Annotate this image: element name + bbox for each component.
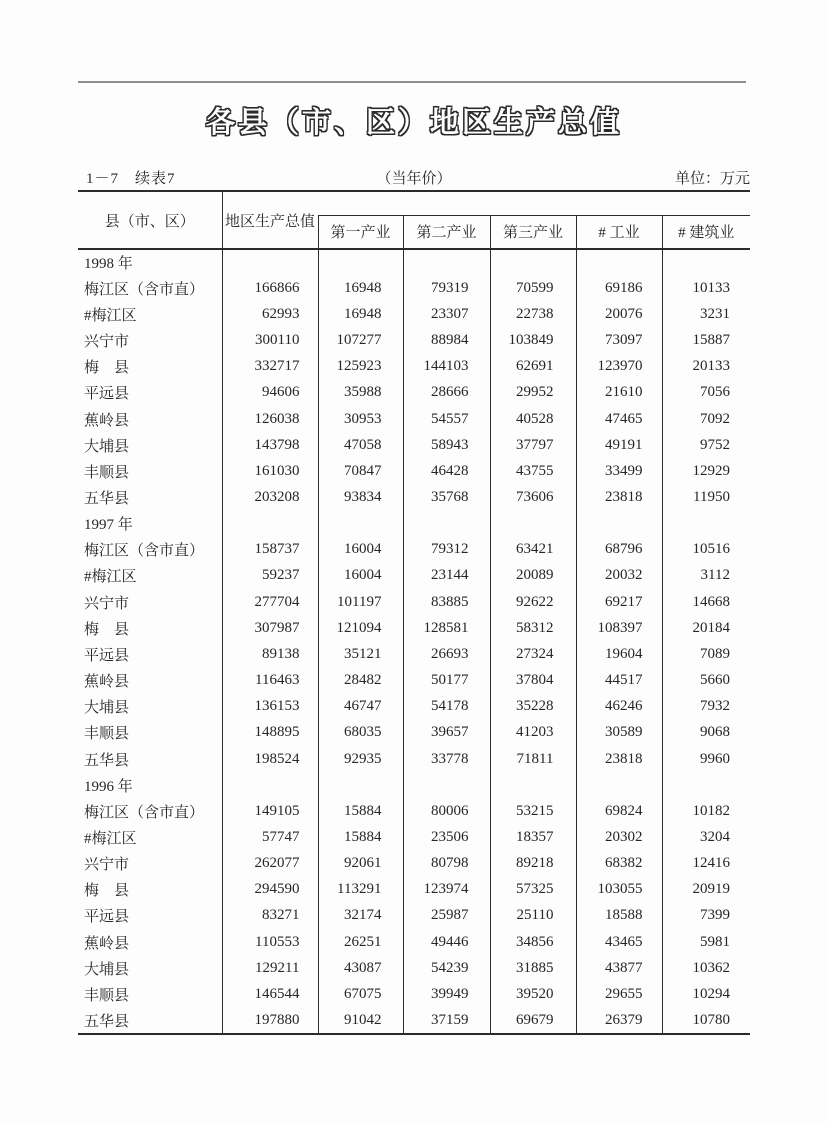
value-cell: 28482 [318,668,403,694]
empty-cell [403,511,490,537]
col-header-construction: # 建筑业 [662,215,750,249]
value-cell: 9960 [662,746,750,772]
value-cell: 136153 [222,694,318,720]
county-name-cell: 梅江区（含市直） [84,543,205,560]
county-name-cell: 蕉岭县 [84,412,130,429]
table-row [78,955,750,981]
value-cell: 88984 [403,327,490,353]
value-cell: 10780 [662,1008,750,1034]
gdp-table [78,190,750,1035]
value-cell: 34856 [490,929,576,955]
value-cell: 332717 [222,354,318,380]
value-cell: 43755 [490,458,576,484]
value-cell: 70847 [318,458,403,484]
value-cell: 103849 [490,327,576,353]
value-cell: 35768 [403,484,490,510]
value-cell: 12929 [662,458,750,484]
table-row [78,824,750,850]
value-cell: 35228 [490,694,576,720]
table-row [78,929,750,955]
county-name-cell: 丰顺县 [84,464,130,481]
value-cell: 70599 [490,275,576,301]
value-cell: 89218 [490,851,576,877]
value-cell: 83885 [403,589,490,615]
value-cell: 23506 [403,824,490,850]
value-cell: 20089 [490,563,576,589]
county-name-cell: 兴宁市 [84,334,130,351]
county-name-cell: #梅江区 [84,831,137,848]
county-name-cell: 五华县 [84,1013,130,1030]
county-name-cell: 梅 县 [84,621,130,638]
value-cell: 68382 [576,851,662,877]
value-cell: 91042 [318,1008,403,1034]
value-cell: 203208 [222,484,318,510]
value-cell: 21610 [576,380,662,406]
value-cell: 108397 [576,615,662,641]
table-row [78,641,750,667]
value-cell: 94606 [222,380,318,406]
value-cell: 20076 [576,301,662,327]
value-cell: 126038 [222,406,318,432]
value-cell: 68035 [318,720,403,746]
value-cell: 166866 [222,275,318,301]
value-cell: 10362 [662,955,750,981]
county-name-cell: 丰顺县 [84,987,130,1004]
value-cell: 16004 [318,563,403,589]
value-cell: 49446 [403,929,490,955]
value-cell: 277704 [222,589,318,615]
value-cell: 44517 [576,668,662,694]
value-cell: 69217 [576,589,662,615]
county-name-cell: 梅 县 [84,883,130,900]
county-name-cell: 兴宁市 [84,857,130,874]
value-cell: 37797 [490,432,576,458]
table-row [78,275,750,301]
value-cell: 7399 [662,903,750,929]
value-cell: 25987 [403,903,490,929]
value-cell: 16948 [318,275,403,301]
empty-cell [576,511,662,537]
value-cell: 198524 [222,746,318,772]
page-title: 各县（市、区）地区生产总值 [205,107,622,139]
value-cell: 58312 [490,615,576,641]
value-cell: 3231 [662,301,750,327]
value-cell: 11950 [662,484,750,510]
col-header-tertiary-industry: 第三产业 [490,215,576,249]
table-row [78,1008,750,1034]
value-cell: 113291 [318,877,403,903]
county-name-cell: 梅 县 [84,360,130,377]
county-name-cell: 兴宁市 [84,595,130,612]
value-cell: 20133 [662,354,750,380]
value-cell: 26379 [576,1008,662,1034]
value-cell: 3204 [662,824,750,850]
value-cell: 30589 [576,720,662,746]
value-cell: 28666 [403,380,490,406]
value-cell: 18357 [490,824,576,850]
year-label: 1996 年 [84,778,133,795]
col-header-primary-industry: 第一产业 [318,215,403,249]
value-cell: 37159 [403,1008,490,1034]
table-row [78,380,750,406]
value-cell: 161030 [222,458,318,484]
county-name-cell: 平远县 [84,386,130,403]
county-name-cell: 大埔县 [84,700,130,717]
value-cell: 69679 [490,1008,576,1034]
county-name-cell: #梅江区 [84,307,137,324]
value-cell: 125923 [318,354,403,380]
value-cell: 10133 [662,275,750,301]
value-cell: 101197 [318,589,403,615]
table-row [78,877,750,903]
col-header-secondary-industry: 第二产业 [403,215,490,249]
county-name-cell: 丰顺县 [84,726,130,743]
value-cell: 57747 [222,824,318,850]
value-cell: 103055 [576,877,662,903]
value-cell: 146544 [222,981,318,1007]
value-cell: 20032 [576,563,662,589]
value-cell: 16004 [318,537,403,563]
value-cell: 39949 [403,981,490,1007]
table-row [78,301,750,327]
value-cell: 7089 [662,641,750,667]
value-cell: 68796 [576,537,662,563]
value-cell: 9068 [662,720,750,746]
value-cell: 110553 [222,929,318,955]
value-cell: 92061 [318,851,403,877]
value-cell: 54557 [403,406,490,432]
value-cell: 54239 [403,955,490,981]
value-cell: 116463 [222,668,318,694]
value-cell: 20184 [662,615,750,641]
county-name-cell: 平远县 [84,909,130,926]
value-cell: 31885 [490,955,576,981]
value-cell: 43087 [318,955,403,981]
value-cell: 23307 [403,301,490,327]
value-cell: 47058 [318,432,403,458]
value-cell: 158737 [222,537,318,563]
empty-cell [490,249,576,275]
value-cell: 10182 [662,798,750,824]
price-note: （当年价） [376,171,452,187]
value-cell: 41203 [490,720,576,746]
year-row [78,772,750,798]
value-cell: 15887 [662,327,750,353]
value-cell: 294590 [222,877,318,903]
value-cell: 7932 [662,694,750,720]
value-cell: 50177 [403,668,490,694]
value-cell: 30953 [318,406,403,432]
value-cell: 26251 [318,929,403,955]
value-cell: 129211 [222,955,318,981]
value-cell: 63421 [490,537,576,563]
county-name-cell: 梅江区（含市直） [84,281,205,298]
empty-cell [222,249,318,275]
value-cell: 107277 [318,327,403,353]
value-cell: 73097 [576,327,662,353]
gdp-table-header [78,191,750,249]
value-cell: 32174 [318,903,403,929]
page-top-rule [78,81,746,83]
value-cell: 15884 [318,824,403,850]
value-cell: 43465 [576,929,662,955]
value-cell: 10294 [662,981,750,1007]
value-cell: 15884 [318,798,403,824]
value-cell: 79319 [403,275,490,301]
table-row [78,354,750,380]
table-row [78,720,750,746]
value-cell: 46747 [318,694,403,720]
value-cell: 9752 [662,432,750,458]
col-header-region: 县（市、区） [78,191,222,249]
value-cell: 46428 [403,458,490,484]
value-cell: 33499 [576,458,662,484]
empty-cell [490,511,576,537]
value-cell: 12416 [662,851,750,877]
county-name-cell: 蕉岭县 [84,674,130,691]
county-name-cell: 大埔县 [84,961,130,978]
value-cell: 92935 [318,746,403,772]
value-cell: 47465 [576,406,662,432]
col-header-gdp-total: 地区生产总值 [222,191,318,249]
table-row [78,537,750,563]
county-name-cell: #梅江区 [84,569,137,586]
value-cell: 80006 [403,798,490,824]
header-strip [318,191,750,215]
year-row [78,511,750,537]
value-cell: 300110 [222,327,318,353]
value-cell: 7056 [662,380,750,406]
table-row [78,484,750,510]
value-cell: 59237 [222,563,318,589]
value-cell: 37804 [490,668,576,694]
value-cell: 19604 [576,641,662,667]
value-cell: 20302 [576,824,662,850]
value-cell: 3112 [662,563,750,589]
empty-cell [662,249,750,275]
value-cell: 67075 [318,981,403,1007]
county-name-cell: 五华县 [84,752,130,769]
table-number: 1－7 续表7 [86,171,176,187]
value-cell: 10516 [662,537,750,563]
value-cell: 128581 [403,615,490,641]
empty-cell [318,249,403,275]
value-cell: 307987 [222,615,318,641]
county-name-cell: 梅江区（含市直） [84,804,205,821]
value-cell: 148895 [222,720,318,746]
table-row [78,458,750,484]
gdp-table-body [78,249,750,1034]
col-header-industry: # 工业 [576,215,662,249]
value-cell: 49191 [576,432,662,458]
value-cell: 18588 [576,903,662,929]
empty-cell [576,772,662,798]
county-name-cell: 蕉岭县 [84,935,130,952]
value-cell: 62691 [490,354,576,380]
value-cell: 149105 [222,798,318,824]
table-row [78,432,750,458]
value-cell: 33778 [403,746,490,772]
value-cell: 5981 [662,929,750,955]
table-row [78,589,750,615]
value-cell: 69824 [576,798,662,824]
table-row [78,406,750,432]
county-name-cell: 五华县 [84,490,130,507]
value-cell: 73606 [490,484,576,510]
table-row [78,903,750,929]
value-cell: 83271 [222,903,318,929]
value-cell: 43877 [576,955,662,981]
value-cell: 39520 [490,981,576,1007]
county-name-cell: 大埔县 [84,438,130,455]
value-cell: 22738 [490,301,576,327]
empty-cell [318,511,403,537]
table-meta-row [78,167,750,185]
value-cell: 143798 [222,432,318,458]
value-cell: 40528 [490,406,576,432]
value-cell: 121094 [318,615,403,641]
empty-cell [576,249,662,275]
value-cell: 29655 [576,981,662,1007]
value-cell: 23818 [576,484,662,510]
value-cell: 123970 [576,354,662,380]
value-cell: 79312 [403,537,490,563]
table-row [78,746,750,772]
value-cell: 80798 [403,851,490,877]
value-cell: 39657 [403,720,490,746]
value-cell: 23144 [403,563,490,589]
table-row [78,694,750,720]
value-cell: 123974 [403,877,490,903]
unit-note: 单位：万元 [674,171,750,187]
value-cell: 57325 [490,877,576,903]
value-cell: 92622 [490,589,576,615]
table-row [78,615,750,641]
value-cell: 26693 [403,641,490,667]
value-cell: 144103 [403,354,490,380]
value-cell: 27324 [490,641,576,667]
empty-cell [662,772,750,798]
value-cell: 69186 [576,275,662,301]
empty-cell [403,249,490,275]
value-cell: 53215 [490,798,576,824]
value-cell: 25110 [490,903,576,929]
value-cell: 16948 [318,301,403,327]
value-cell: 14668 [662,589,750,615]
table-row [78,981,750,1007]
value-cell: 262077 [222,851,318,877]
county-name-cell: 平远县 [84,647,130,664]
value-cell: 35121 [318,641,403,667]
year-label: 1998 年 [84,256,133,273]
value-cell: 35988 [318,380,403,406]
value-cell: 20919 [662,877,750,903]
year-label: 1997 年 [84,517,133,534]
value-cell: 58943 [403,432,490,458]
value-cell: 7092 [662,406,750,432]
table-row [78,798,750,824]
value-cell: 62993 [222,301,318,327]
value-cell: 93834 [318,484,403,510]
value-cell: 23818 [576,746,662,772]
empty-cell [222,511,318,537]
empty-cell [318,772,403,798]
value-cell: 197880 [222,1008,318,1034]
table-row [78,563,750,589]
value-cell: 71811 [490,746,576,772]
value-cell: 29952 [490,380,576,406]
year-row [78,249,750,275]
table-row [78,851,750,877]
table-row [78,668,750,694]
value-cell: 54178 [403,694,490,720]
value-cell: 5660 [662,668,750,694]
empty-cell [403,772,490,798]
empty-cell [490,772,576,798]
empty-cell [662,511,750,537]
empty-cell [222,772,318,798]
table-row [78,327,750,353]
value-cell: 46246 [576,694,662,720]
value-cell: 89138 [222,641,318,667]
